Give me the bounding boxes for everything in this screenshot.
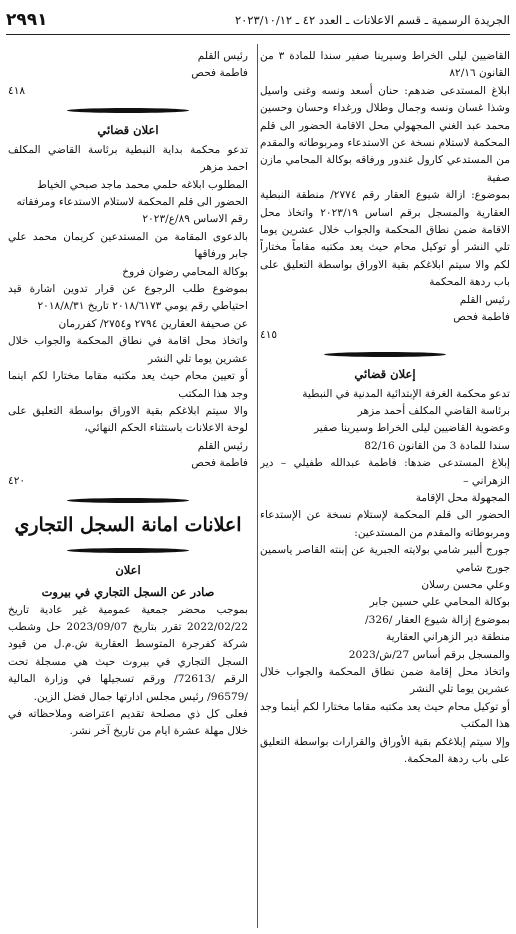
notice-title: اعلان قضائي: [97, 122, 159, 137]
notice-text: الحضور الى قلم المحكمة لاستلام الاستدعاء ومرفقاته: [16, 196, 248, 209]
page-header: [6, 6, 510, 35]
notice-text: القاضيين ليلى الخراط وسيرينا صفير سندا للمادة ٣ من القانون ٨٢/١٦: [260, 50, 510, 80]
signature-role: رئيس القلم: [197, 439, 248, 452]
notice-text: واتخاذ محل اقامة في نطاق المحكمة والجواب خلال عشرين يوما تلي النشر: [8, 335, 248, 365]
notice-text: فعلى كل ذي مصلحة تقديم اعتراضه وملاحظاته في خلال مهلة عشرة ايام من تاريخ آخر نشر.: [8, 707, 248, 738]
section-divider: [8, 494, 248, 508]
notice-text: وعضوية القاضيين ليلى الخراط وسيرينا صفير: [314, 422, 510, 435]
notice-text: وعلي محسن رسلان: [421, 578, 510, 591]
notice-text: تدعو محكمة بداية النبطية برئاسة القاضي المكلف احمد مزهر: [8, 143, 248, 174]
notice-text: برئاسة القاضي المكلف أحمد مزهر: [357, 404, 510, 417]
notice-title: إعلان قضائي: [354, 366, 416, 381]
notice-subtitle: صادر عن السجل التجاري في بيروت: [41, 584, 215, 599]
notice-number: ٤١٨: [8, 84, 26, 97]
right-column: [260, 48, 510, 928]
notice-text: الحضور الى قلم المحكمة لإستلام نسخة عن الإستدعاء ومربوطاته والمقدم من المستدعين:: [260, 509, 510, 539]
section-divider: [260, 348, 510, 362]
notice-text: وإلا سيتم إبلاغكم بقية الأوراق والقرارات بواسطة التعليق على باب ردهة المحكمة.: [260, 735, 510, 766]
notice-text: إبلاغ المستدعى ضدها: فاطمة عبدالله طفيلي – دير الزهراني –: [260, 457, 510, 487]
notice-text: بموجب محضر جمعية عمومية غير عادية تاريخ 2022/02/22 تقرر بتاريخ 2023/09/07 حل وشطب شركة كفرجرة المتوسط العقارية ش.م.ل من قيود السجل التجاري في بيروت حيث هي مسجلة تحت الرقم /72613/ ورقم تسجيلها في وزارة المالية /96579/ رئيس مجلس ادارتها جمال فضل الزين.: [8, 603, 248, 703]
signature-role: رئيس القلم: [459, 293, 510, 306]
notice-text: بموضوع طلب الرجوع عن قرار تدوين اشارة قيد احتياطي رقم يومي ٢٠١٨/٦١٧٣ تاريخ ٢٠١٨/٨/٣١: [8, 283, 248, 313]
signature-name: فاطمة فحص: [453, 311, 510, 324]
notice-text: سندا للمادة 3 من القانون 82/16: [364, 439, 510, 452]
notice-text: واتخاذ محل إقامة ضمن نطاق المحكمة والجواب خلال عشرين يوما تلي النشر: [260, 666, 510, 696]
notice-text: عن صحيفة العقارين ٢٧٩٤ و٢٧٥٤/ كفررمان: [58, 317, 248, 330]
notice-text: بوكالة المحامي علي حسين جابر: [369, 596, 510, 609]
notice-text: بموضوع إزالة شيوع العقار /326/: [365, 613, 510, 626]
notice-text: رقم الاساس ٨٩/ع/٢٠٢٣: [142, 213, 248, 226]
notice-text: بوكالة المحامي رضوان فروخ: [122, 265, 248, 278]
notice-text: بموضوع: ازالة شيوع العقار رقم ٢٧٧٤/ منطقة النبطية العقارية والمسجل برقم اساس ٢٠٢٣/١٩ واتخاذ محل الاقامة ضمن نطاق المحكمة والجواب خلال عشرين يوما تلي النشر أو توكيل محام حيث يعد مكتبه مقاماً مختاراً لكم والا سيتم ابلاغكم بقية الاوراق بواسطة التعليق على باب ردهة المحكمة: [260, 189, 510, 289]
gazette-title: الجريدة الرسمية ـ قسم الاعلانات ـ العدد ٤٢ ـ ٢٠٢٣/١٠/١٢: [234, 13, 510, 27]
section-title: اعلانات امانة السجل التجاري: [14, 513, 242, 536]
notice-text: المطلوب ابلاغه حلمي محمد ماجد صبحي الخياط: [37, 178, 248, 191]
notice-text: أو تعيين محام حيث يعد مكتبه مقاما مختارا لكم اينما وجد هذا المكتب: [8, 370, 248, 400]
page-number: ٢٩٩١: [6, 10, 48, 30]
notice-text: والمسجل برقم أساس 27/ش/2023: [348, 648, 510, 661]
left-column: [8, 48, 248, 928]
section-divider: [8, 544, 248, 558]
notice-number: ٤١٥: [260, 328, 278, 341]
section-divider: [8, 104, 248, 118]
signature-name: فاطمة فحص: [191, 457, 248, 470]
notice-title: اعلان: [115, 562, 141, 577]
signature-role: رئيس القلم: [197, 50, 248, 62]
notice-text: والا سيتم ابلاغكم بقية الاوراق بواسطة التعليق على لوحة الاعلانات باستثناء الحكم النهائي،: [8, 404, 248, 435]
column-divider-line: [257, 44, 258, 928]
notice-text: تدعو محكمة الغرفة الإبتدائية المدنية في النبطية: [302, 387, 510, 400]
notice-text: جورج ألبير شامي بولايته الجبرية عن إبنته القاصر ياسمين جورج شامي: [260, 544, 510, 574]
notice-number: ٤٢٠: [8, 474, 26, 487]
notice-text: المجهولة محل الإقامة: [415, 491, 510, 504]
notice-text: بالدعوى المقامة من المستدعين كريمان محمد علي جابر ورفاقها: [8, 230, 248, 261]
notice-text: منطقة دير الزهراني العقارية: [386, 631, 510, 644]
notice-text: أو توكيل محام حيث يعد مكتبه مقاما مختارا لكم أينما وجد هذا المكتب: [260, 700, 510, 731]
notice-text: ابلاغ المستدعى ضدهم: حنان أسعد ونسه وغنى واسيل وشذا غسان ونسه وجمال وطلال ورغداء وحسان وحسين محمد عبد الغني المجهولي محل الاقامة الحضور الى قلم المحكمة لاستلام نسخة عن الاستدعاء ومربوطاته والمقدم من المستدعي كارول غندور ورفاقه بوكالة المحامي مازن صفية: [260, 84, 510, 184]
signature-name: فاطمة فحص: [191, 67, 248, 80]
